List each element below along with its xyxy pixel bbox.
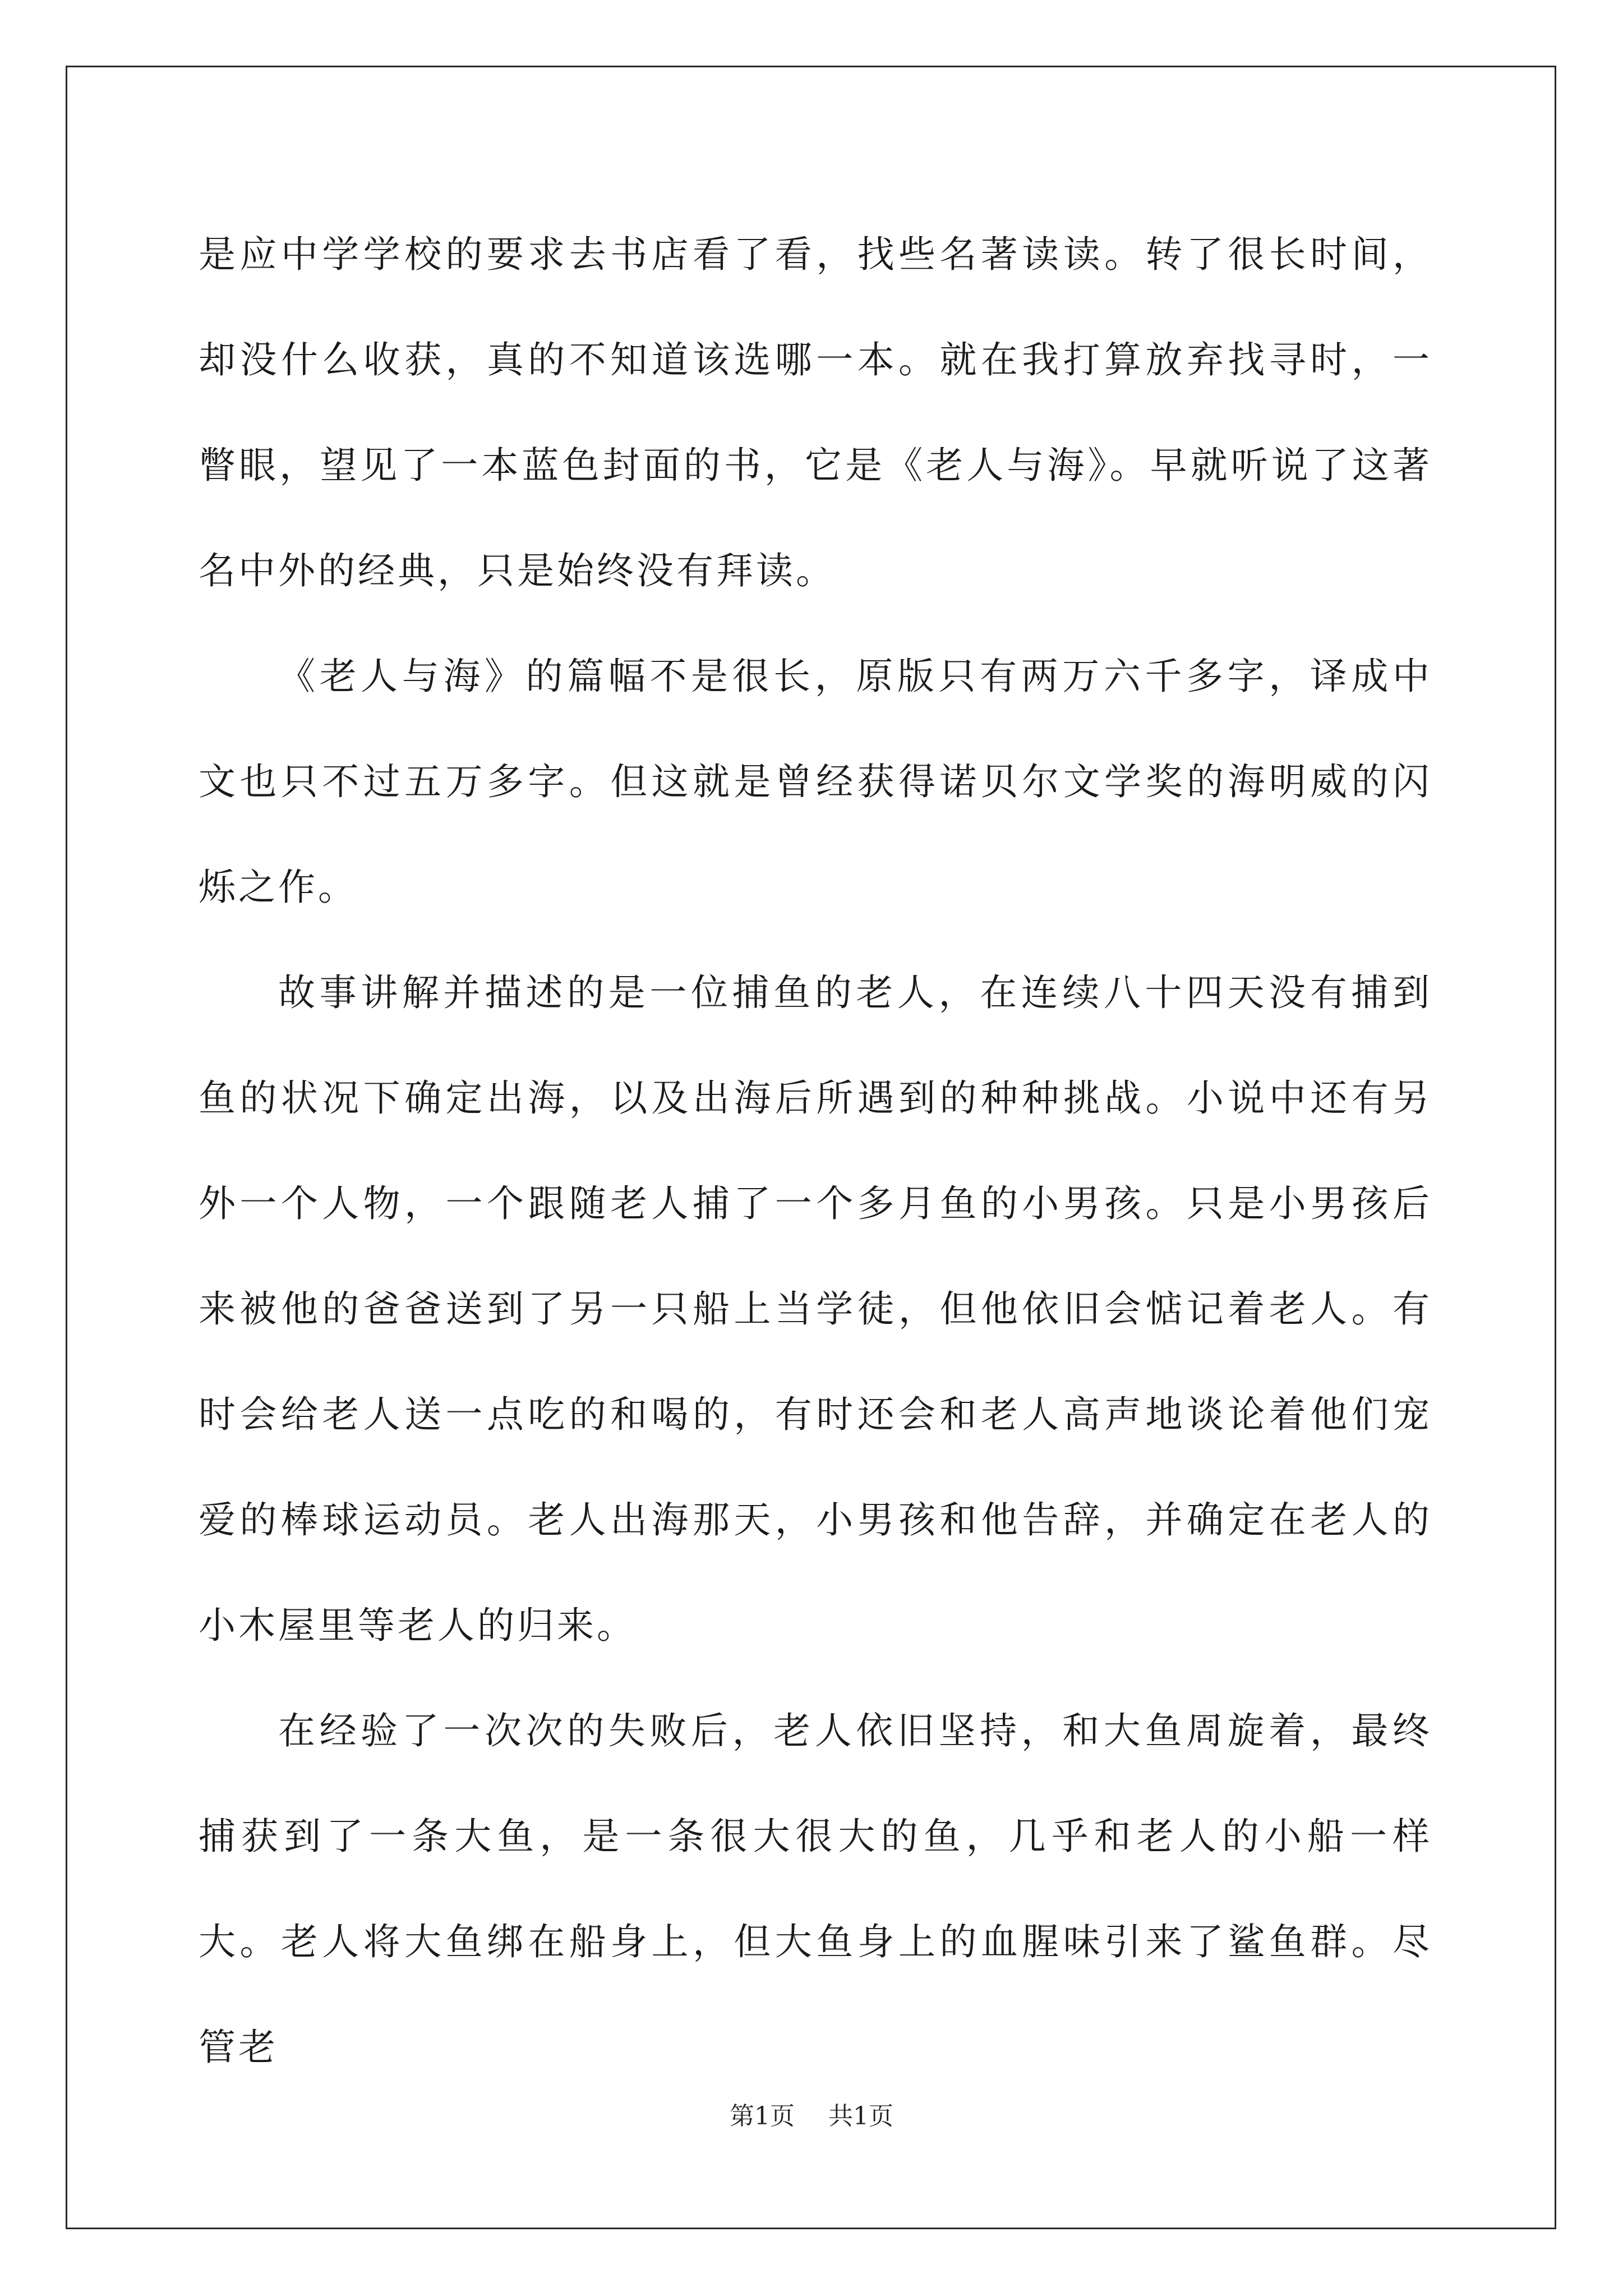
document-body — [199, 202, 1432, 2100]
page-total: 共1页 — [828, 2102, 893, 2131]
page-footer — [0, 2096, 1623, 2132]
paragraph-3: 故事讲解并描述的是一位捕鱼的老人，在连续八十四天没有捕到鱼的状况下确定出海，以及出海后所遇到的种种挑战。小说中还有另外一个人物，一个跟随老人捕了一个多月鱼的小男孩。只是小男孩后来被他的爸爸送到了另一只船上当学徒，但他依旧会惦记着老人。有时会给老人送一点吃的和喝的，有时还会和老人高声地谈论着他们宠爱的棒球运动员。老人出海那天，小男孩和他告辞，并确定在老人的小木屋里等老人的归来。 — [199, 971, 1432, 1647]
paragraph-2: 《老人与海》的篇幅不是很长，原版只有两万六千多字，译成中文也只不过五万多字。但这就是曾经获得诺贝尔文学奖的海明威的闪烁之作。 — [199, 655, 1432, 909]
paragraph-4: 在经验了一次次的失败后，老人依旧坚持，和大鱼周旋着，最终捕获到了一条大鱼，是一条很大很大的鱼，几乎和老人的小船一样大。老人将大鱼绑在船身上，但大鱼身上的血腥味引来了鲨鱼群。尽管老 — [199, 1709, 1432, 2069]
page-number: 第1页 — [730, 2102, 795, 2131]
paragraph-1: 是应中学学校的要求去书店看了看，找些名著读读。转了很长时间，却没什么收获，真的不知道该选哪一本。就在我打算放弃找寻时，一瞥眼，望见了一本蓝色封面的书，它是《老人与海》。早就听说了这著名中外的经典，只是始终没有拜读。 — [199, 233, 1432, 592]
